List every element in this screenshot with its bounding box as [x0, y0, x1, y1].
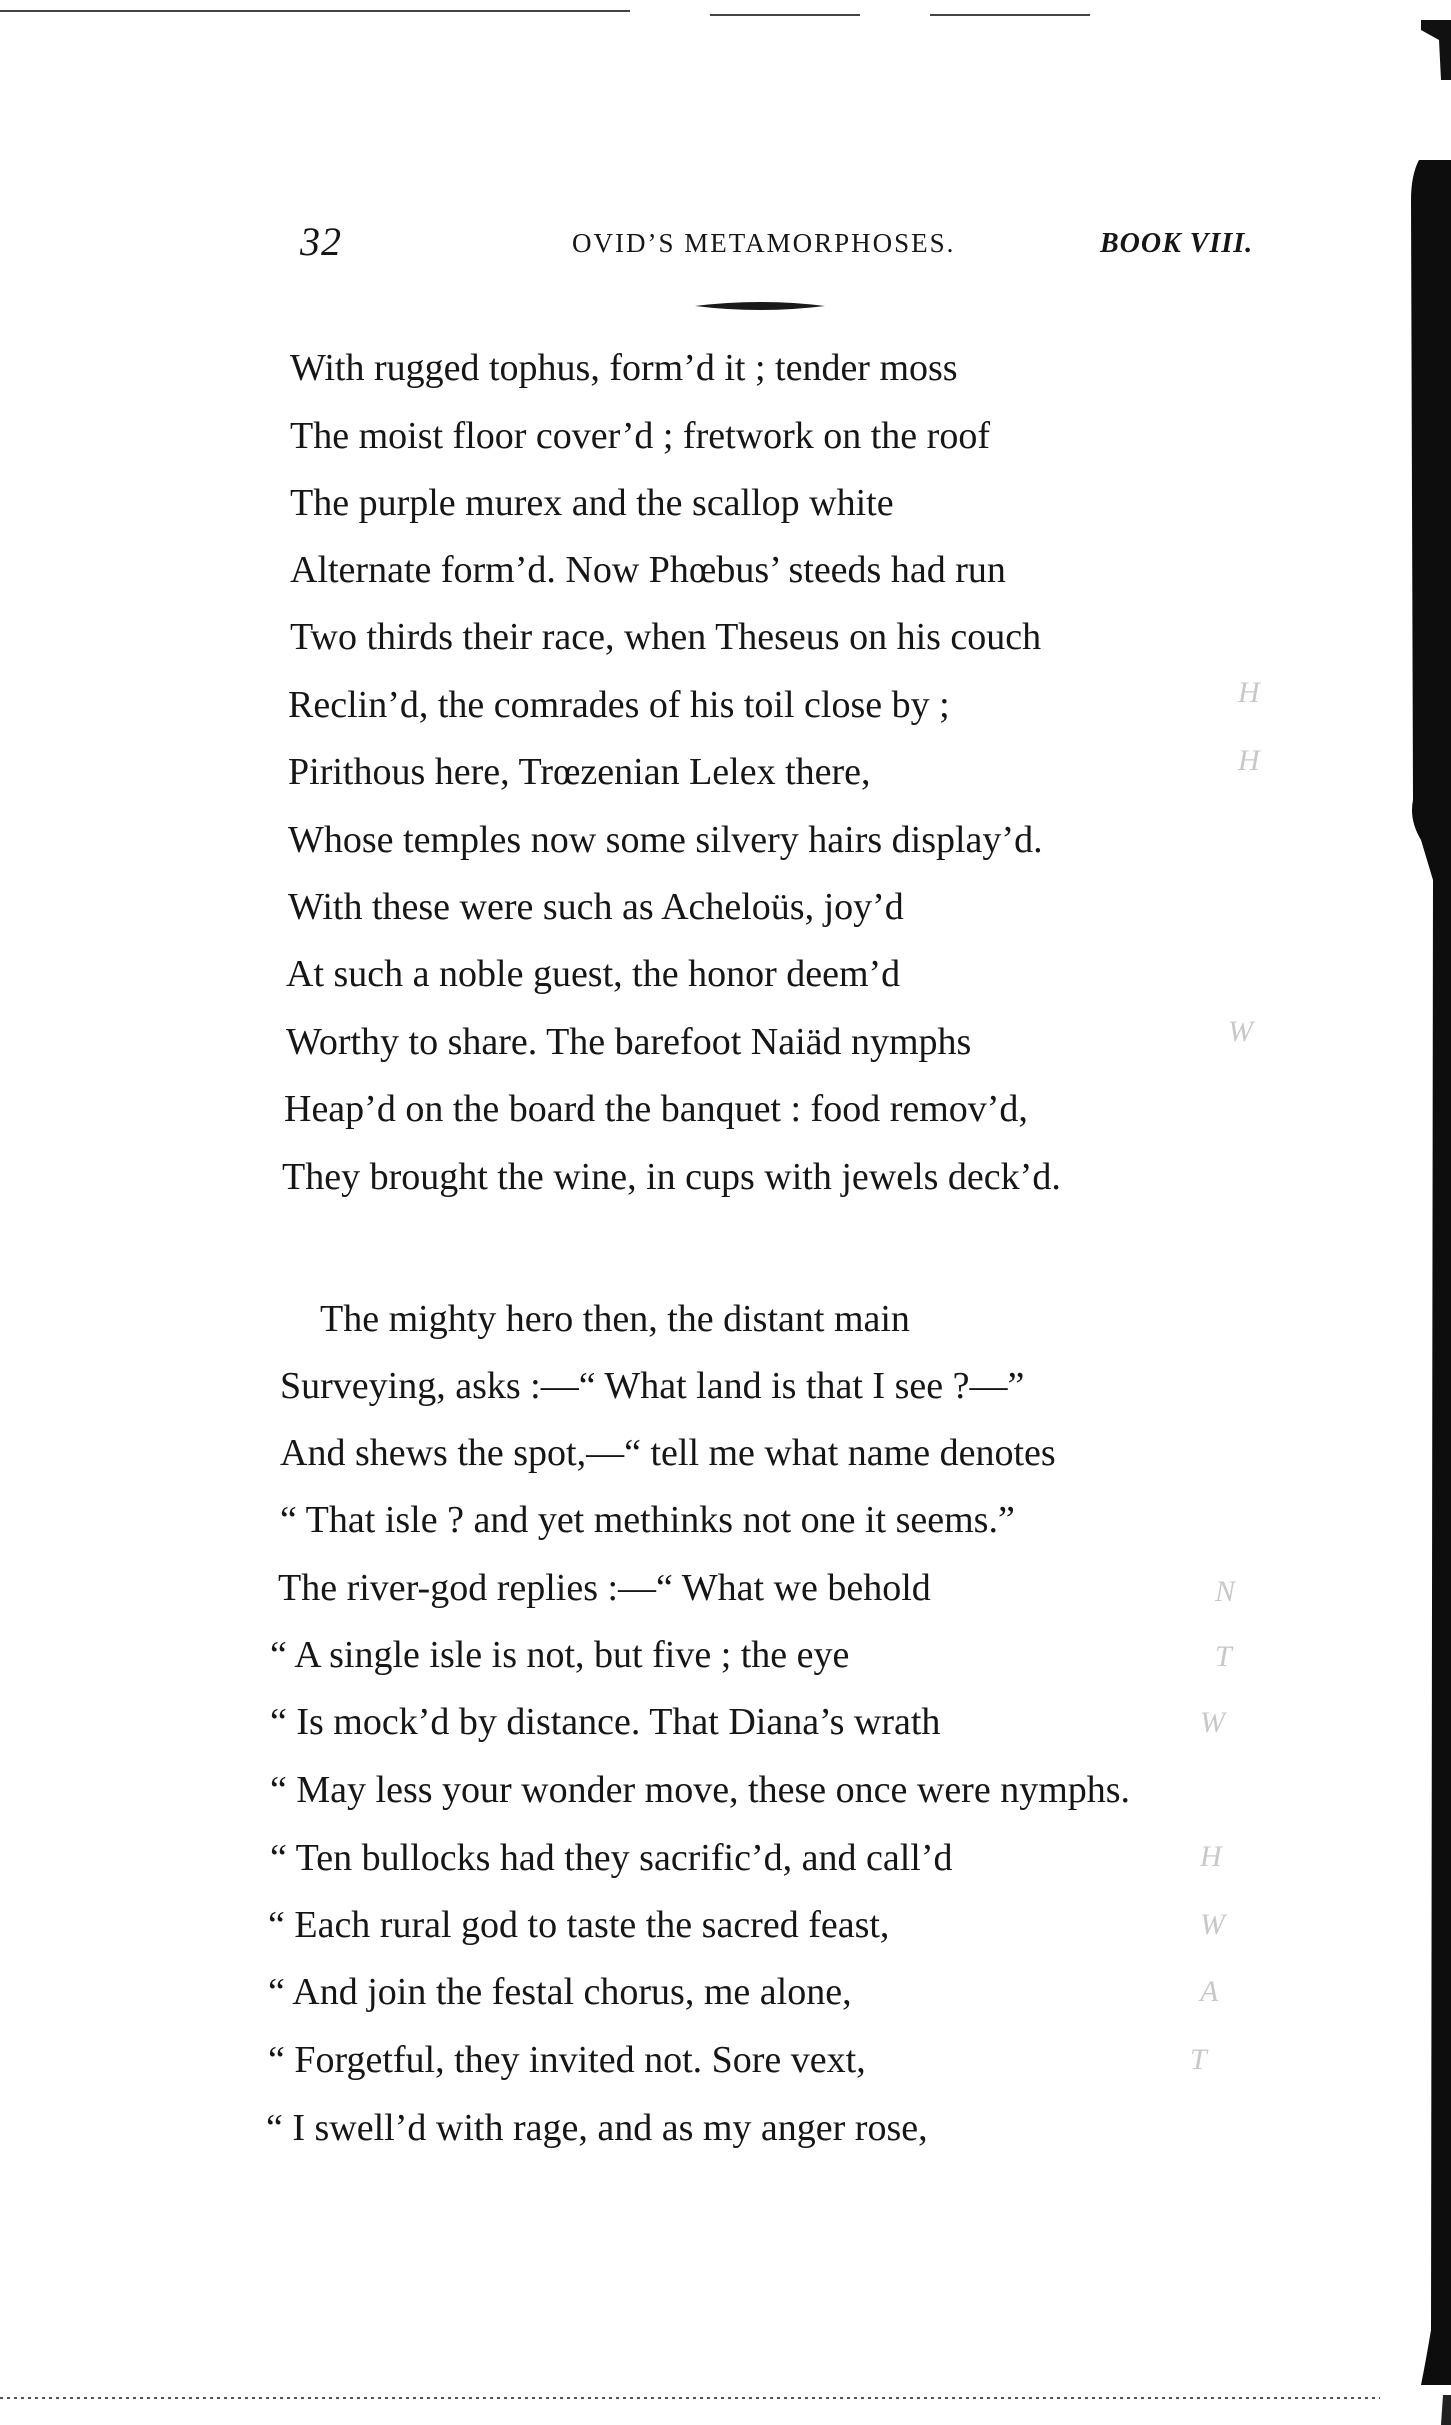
verse-line: “ May less your wonder move, these once were nymphs. — [270, 1769, 1131, 1811]
verse-line: Reclin’d, the comrades of his toil close by ; — [288, 684, 950, 726]
verse-line: “ Is mock’d by distance. That Diana’s wrath — [270, 1701, 941, 1743]
verse-line: Worthy to share. The barefoot Naiäd nymphs — [286, 1021, 972, 1063]
show-through-letter: W — [1200, 1908, 1225, 1941]
verse-line: “ Forgetful, they invited not. Sore vext, — [268, 2039, 866, 2081]
show-through-letter: A — [1200, 1975, 1219, 2008]
bottom-rule — [0, 2395, 1451, 2401]
verse-line: At such a noble guest, the honor deem’d — [286, 953, 901, 995]
verse-line: And shews the spot,—“ tell me what name denotes — [280, 1432, 1056, 1474]
verse-line: “ And join the festal chorus, me alone, — [268, 1971, 852, 2013]
running-title: OVID’S METAMORPHOSES. — [572, 228, 956, 258]
top-rule-middle — [710, 14, 860, 16]
top-rule-right — [930, 14, 1090, 16]
verse-line: The moist floor cover’d ; fretwork on the roof — [290, 415, 990, 457]
verse-line: Surveying, asks :—“ What land is that I see ?—” — [280, 1365, 1025, 1407]
verse-line: The purple murex and the scallop white — [290, 482, 894, 524]
running-head — [0, 218, 1451, 268]
verse-line: “ Ten bullocks had they sacrific’d, and call’d — [270, 1837, 953, 1879]
verse-line: The river-god replies :—“ What we behold — [278, 1567, 931, 1609]
show-through-letter: H — [1238, 744, 1260, 777]
verse-line: “ I swell’d with rage, and as my anger rose, — [266, 2107, 928, 2149]
show-through-letter: W — [1228, 1015, 1253, 1048]
verse-line: Pirithous here, Trœzenian Lelex there, — [288, 751, 871, 793]
book-label: BOOK VIII. — [1100, 228, 1254, 259]
verse-line: Alternate form’d. Now Phœbus’ steeds had run — [290, 549, 1006, 591]
binding-edge — [1381, 0, 1451, 2425]
show-through-letter: H — [1238, 676, 1260, 709]
show-through-letter: N — [1215, 1575, 1236, 1608]
verse-line: The mighty hero then, the distant main — [320, 1298, 910, 1340]
head-ornament-rule — [695, 300, 825, 312]
verse-line: Heap’d on the board the banquet : food remov’d, — [284, 1088, 1028, 1130]
verse-line: With rugged tophus, form’d it ; tender moss — [290, 347, 958, 389]
show-through-letter: H — [1200, 1840, 1222, 1873]
top-rule-left — [0, 10, 630, 12]
verse-line: “ That isle ? and yet methinks not one it seems.” — [280, 1499, 1015, 1541]
verse-line: Whose temples now some silvery hairs display’d. — [288, 819, 1043, 861]
show-through-letter: T — [1190, 2043, 1207, 2076]
show-through-letter: T — [1215, 1640, 1232, 1673]
verse-line: “ Each rural god to taste the sacred feast, — [268, 1904, 890, 1946]
page-number: 32 — [300, 219, 342, 264]
verse-line: “ A single isle is not, but five ; the eye — [270, 1634, 850, 1676]
show-through-letter: W — [1200, 1706, 1225, 1739]
verse-line: They brought the wine, in cups with jewels deck’d. — [282, 1156, 1061, 1198]
verse-line: Two thirds their race, when Theseus on his couch — [290, 616, 1042, 658]
verse-line: With these were such as Acheloüs, joy’d — [288, 886, 904, 928]
